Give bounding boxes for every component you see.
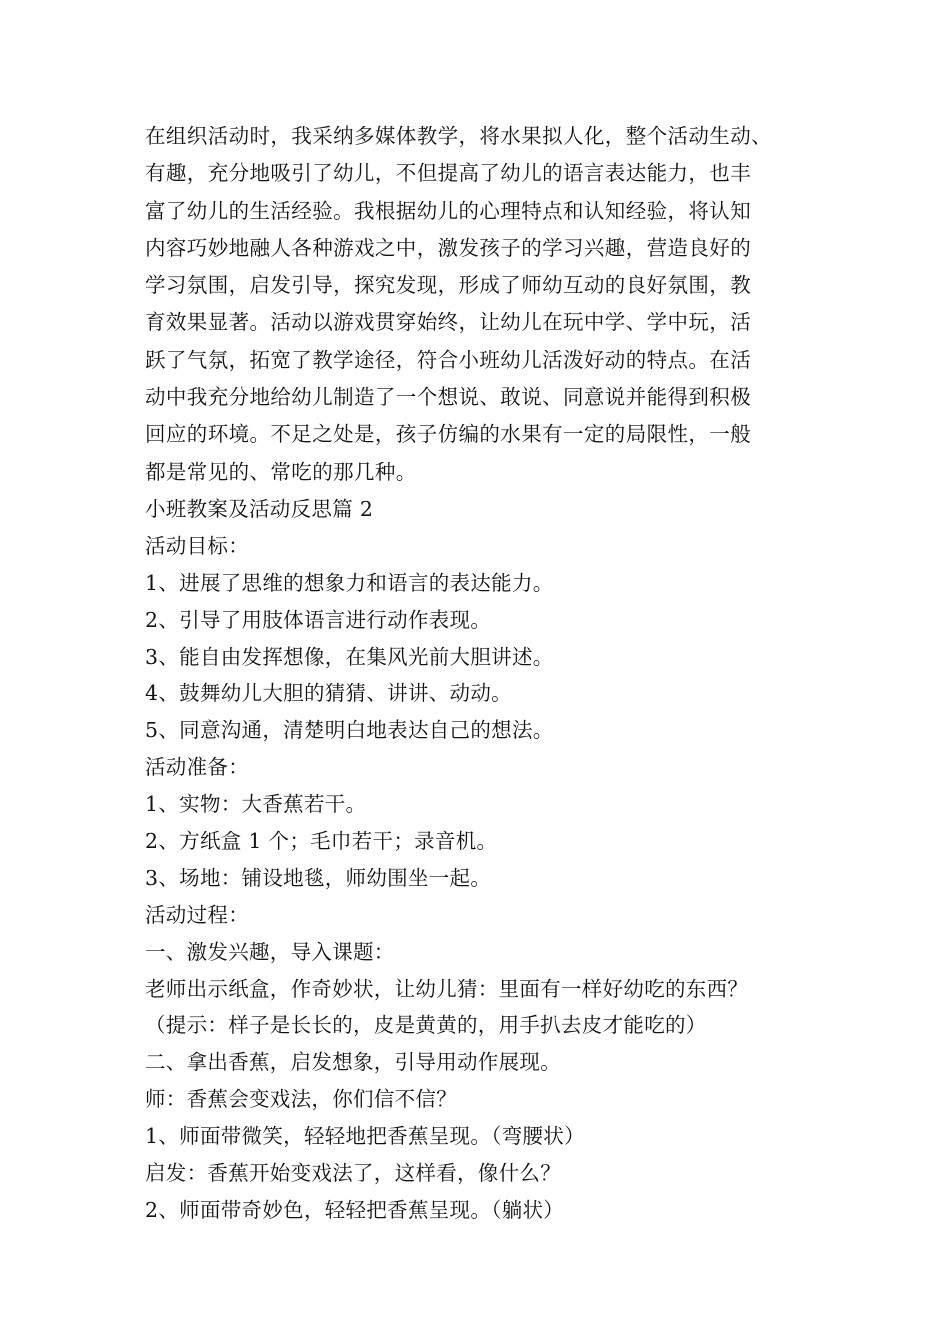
paragraph-line: 都是常见的、常吃的那几种。	[145, 459, 417, 484]
heading-goals: 活动目标：	[145, 533, 249, 558]
reflection-paragraph	[145, 118, 835, 491]
preparation-item: 1、实物：大香蕉若干。	[145, 792, 367, 817]
preparation-item: 2、方纸盒 1 个；毛巾若干；录音机。	[145, 828, 498, 853]
goal-item: 5、同意沟通，清楚明白地表达自己的想法。	[145, 718, 554, 743]
paragraph-line: 跃了气氛，拓宽了教学途径，符合小班幼儿活泼好动的特点。在活	[145, 347, 752, 372]
process-line: 师：香蕉会变戏法，你们信不信？	[145, 1087, 457, 1112]
process-line: 启发：香蕉开始变戏法了，这样看，像什么？	[145, 1161, 561, 1185]
process-line: （提示：样子是长长的，皮是黄黄的，用手扒去皮才能吃的）	[145, 1013, 707, 1038]
paragraph-line: 育效果显著。活动以游戏贯穿始终，让幼儿在玩中学、学中玩，活	[145, 310, 752, 335]
paragraph-line: 有趣，充分地吸引了幼儿，不但提高了幼儿的语言表达能力，也丰	[145, 161, 752, 186]
process-step: 一、激发兴趣，导入课题：	[145, 939, 395, 964]
process-line: 老师出示纸盒，作奇妙状，让幼儿猜：里面有一样好幼吃的东西？	[145, 976, 749, 1001]
preparation-item: 3、场地：铺设地毯，师幼围坐一起。	[145, 865, 492, 890]
lesson-plan-section	[145, 491, 835, 1229]
paragraph-line: 学习氛围，启发引导，探究发现，形成了师幼互动的良好氛围，教	[145, 273, 752, 298]
goal-item: 3、能自由发挥想像，在集风光前大胆讲述。	[145, 644, 554, 669]
process-step: 二、拿出香蕉，启发想象，引导用动作展现。	[145, 1050, 561, 1075]
process-line: 2、师面带奇妙色，轻轻把香蕉呈现。（躺状）	[145, 1197, 565, 1222]
paragraph-line: 回应的环境。不足之处是，孩子仿编的水果有一定的局限性，一般	[145, 422, 752, 447]
goal-item: 2、引导了用肢体语言进行动作表现。	[145, 607, 492, 632]
process-line: 1、师面带微笑，轻轻地把香蕉呈现。（弯腰状）	[145, 1124, 585, 1149]
section-title: 小班教案及活动反思篇 2	[145, 496, 374, 521]
document-page	[145, 118, 835, 1229]
paragraph-line: 内容巧妙地融人各种游戏之中，激发孩子的学习兴趣，营造良好的	[145, 235, 752, 260]
paragraph-line: 在组织活动时，我采纳多媒体教学，将水果拟人化，整个活动生动、	[145, 124, 772, 148]
heading-process: 活动过程：	[145, 902, 249, 927]
paragraph-line: 富了幼儿的生活经验。我根据幼儿的心理特点和认知经验，将认知	[145, 198, 752, 223]
goal-item: 1、进展了思维的想象力和语言的表达能力。	[145, 570, 554, 595]
paragraph-line: 动中我充分地给幼儿制造了一个想说、敢说、同意说并能得到积极	[145, 385, 752, 410]
goal-item: 4、鼓舞幼儿大胆的猜猜、讲讲、动动。	[145, 681, 512, 706]
heading-preparation: 活动准备：	[145, 755, 249, 780]
